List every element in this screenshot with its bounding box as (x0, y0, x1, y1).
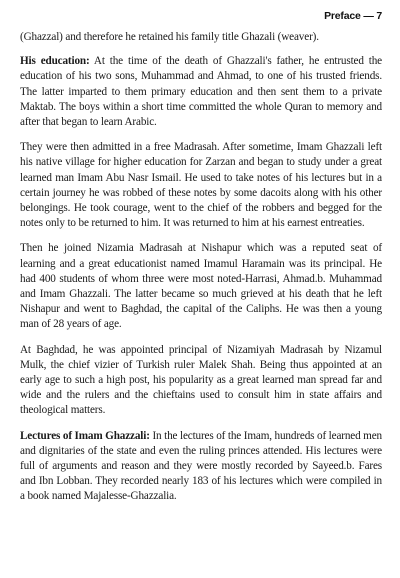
paragraph-baghdad-text: At Baghdad, he was appointed principal of Nizamiyah Madrasah by Nizamul Mulk, the chief vizier of Turkish ruler Malek Shah. Being thus appointed at an early age to such a high post, his popularity as a great learned man spread far and wide and the rulers and the chieftains used to consult him in state affairs and theological matters. (20, 343, 382, 417)
paragraph-1 (20, 30, 382, 45)
paragraph-baghdad (20, 343, 382, 419)
paragraph-1-text: (Ghazzal) and therefore he retained his family title Ghazali (weaver). (20, 31, 319, 43)
paragraph-lectures-text: In the lectures of the Imam, hundreds of learned men and dignitaries of the state and even the ruling princes attended. His lectures were full of arguments and reason and they were mostly recorded by Sayeed.b. Fares and Ibn Lobban. They recorded nearly 183 of his lectures which were compiled in a book named Majalesse-Ghazzalia. (20, 429, 382, 503)
section-heading-education: His education: (20, 55, 90, 68)
running-head: Preface — 7 (324, 10, 382, 22)
section-heading-lectures: Lectures of Imam Ghazzali: (20, 429, 150, 442)
paragraph-education (20, 54, 382, 130)
paragraph-lectures (20, 429, 382, 505)
book-page (20, 10, 382, 515)
paragraph-madrasah (20, 140, 382, 231)
paragraph-nishapur-text: Then he joined Nizamia Madrasah at Nishapur which was a reputed seat of learning and a great educationist named Imamul Haramain was its principal. He had 400 students of whom three were most noted-Harrasi, Ahmad.b. Muhammad and Imam Ghazzali. The latter became so much grieved at his death that he left Nishapur and went to Baghdad, the capital of the Caliphs. He was then a young man of 28 years of age. (20, 242, 382, 331)
paragraph-nishapur (20, 241, 382, 332)
paragraph-education-text: At the time of the death of Ghazzali's father, he entrusted the education of his two sons, Muhammad and Ahmad, to one of his trusted friends. The latter imparted to them primary education and then sent them to a private Maktab. The boys within a short time committed the whole Quran to memory and after that began to learn Arabic. (20, 55, 382, 129)
paragraph-madrasah-text: They were then admitted in a free Madrasah. After sometime, Imam Ghazzali left his native village for higher education for Zarzan and began to study under a great learned man Imam Abu Nasr Ismail. He used to take notes of his lectures but in a certain journey he was robbed of these notes by some dacoits along with his other belongings. He took courage, went to the chief of the robbers and begged for the notes only to be returned to him. It was returned to him at his earnest entreaties. (20, 141, 382, 230)
